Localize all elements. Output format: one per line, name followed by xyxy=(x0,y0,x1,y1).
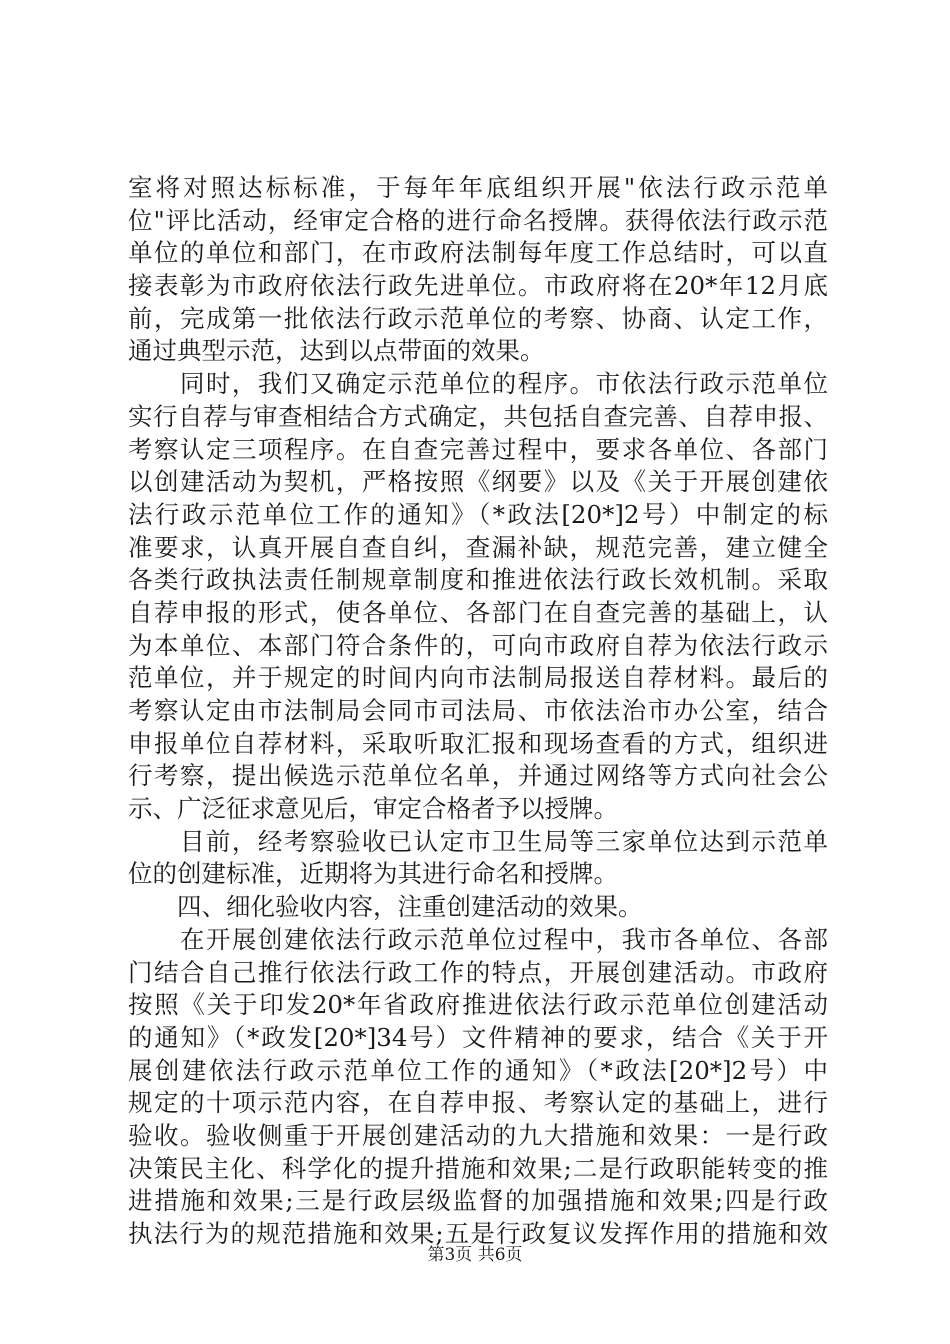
text-line: 验收。验收侧重于开展创建活动的九大措施和效果：一是行政 xyxy=(128,1120,828,1150)
text-line: 以创建活动为契机，严格按照《纲要》以及《关于开展创建依 xyxy=(128,467,828,497)
text-line: 位"评比活动，经审定合格的进行命名授牌。获得依法行政示范 xyxy=(128,205,828,235)
text-line: 考察认定由市法制局会同市司法局、市依法治市办公室，结合 xyxy=(128,696,828,725)
text-line: 目前，经考察验收已认定市卫生局等三家单位达到示范单 xyxy=(128,826,828,856)
text-line: 法行政示范单位工作的通知》（*政法[20*]2号）中制定的标 xyxy=(128,499,828,529)
text-line: 进措施和效果;三是行政层级监督的加强措施和效果;四是行政 xyxy=(128,1186,828,1216)
text-line: 决策民主化、科学化的提升措施和效果;二是行政职能转变的推 xyxy=(128,1153,828,1183)
text-line: 前，完成第一批依法行政示范单位的考察、协商、认定工作， xyxy=(128,303,828,333)
text-line: 同时，我们又确定示范单位的程序。市依法行政示范单位 xyxy=(128,369,828,399)
text-line: 自荐申报的形式，使各单位、各部门在自查完善的基础上，认 xyxy=(128,597,828,627)
text-line: 位的创建标准，近期将为其进行命名和授牌。 xyxy=(128,859,618,889)
text-line: 室将对照达标标准，于每年年底组织开展"依法行政示范单 xyxy=(128,173,828,202)
text-line: 规定的十项示范内容，在自荐申报、考察认定的基础上，进行 xyxy=(128,1088,828,1118)
page-number-footer: 第3页 共6页 xyxy=(427,1245,523,1265)
section-heading: 四、细化验收内容，注重创建活动的效果。 xyxy=(128,892,643,922)
text-line: 的通知》（*政发[20*]34号）文件精神的要求，结合《关于开 xyxy=(128,1022,828,1052)
text-line: 申报单位自荐材料，采取听取汇报和现场查看的方式，组织进 xyxy=(128,728,828,758)
text-line: 考察认定三项程序。在自查完善过程中，要求各单位、各部门 xyxy=(128,434,828,464)
text-line: 展创建依法行政示范单位工作的通知》（*政法[20*]2号）中 xyxy=(128,1055,828,1085)
text-line: 范单位，并于规定的时间内向市法制局报送自荐材料。最后的 xyxy=(128,663,828,693)
text-line: 通过典型示范，达到以点带面的效果。 xyxy=(128,336,545,366)
body-text xyxy=(128,172,828,1251)
text-line: 示、广泛征求意见后，审定合格者予以授牌。 xyxy=(128,794,618,824)
text-line: 准要求，认真开展自查自纠，查漏补缺，规范完善，建立健全 xyxy=(128,532,828,562)
text-line: 接表彰为市政府依法行政先进单位。市政府将在20*年12月底 xyxy=(128,271,828,301)
text-line: 各类行政执法责任制规章制度和推进依法行政长效机制。采取 xyxy=(128,565,828,595)
text-line: 按照《关于印发20*年省政府推进依法行政示范单位创建活动 xyxy=(128,990,828,1020)
text-line: 单位的单位和部门，在市政府法制每年度工作总结时，可以直 xyxy=(128,238,828,268)
text-line: 行考察，提出候选示范单位名单，并通过网络等方式向社会公 xyxy=(128,761,828,791)
text-line: 为本单位、本部门符合条件的，可向市政府自荐为依法行政示 xyxy=(128,630,828,660)
text-line: 执法行为的规范措施和效果;五是行政复议发挥作用的措施和效 xyxy=(128,1219,828,1248)
text-line: 在开展创建依法行政示范单位过程中，我市各单位、各部 xyxy=(128,924,828,954)
text-line: 实行自荐与审查相结合方式确定，共包括自查完善、自荐申报、 xyxy=(128,401,828,431)
text-line: 门结合自己推行依法行政工作的特点，开展创建活动。市政府 xyxy=(128,957,828,987)
